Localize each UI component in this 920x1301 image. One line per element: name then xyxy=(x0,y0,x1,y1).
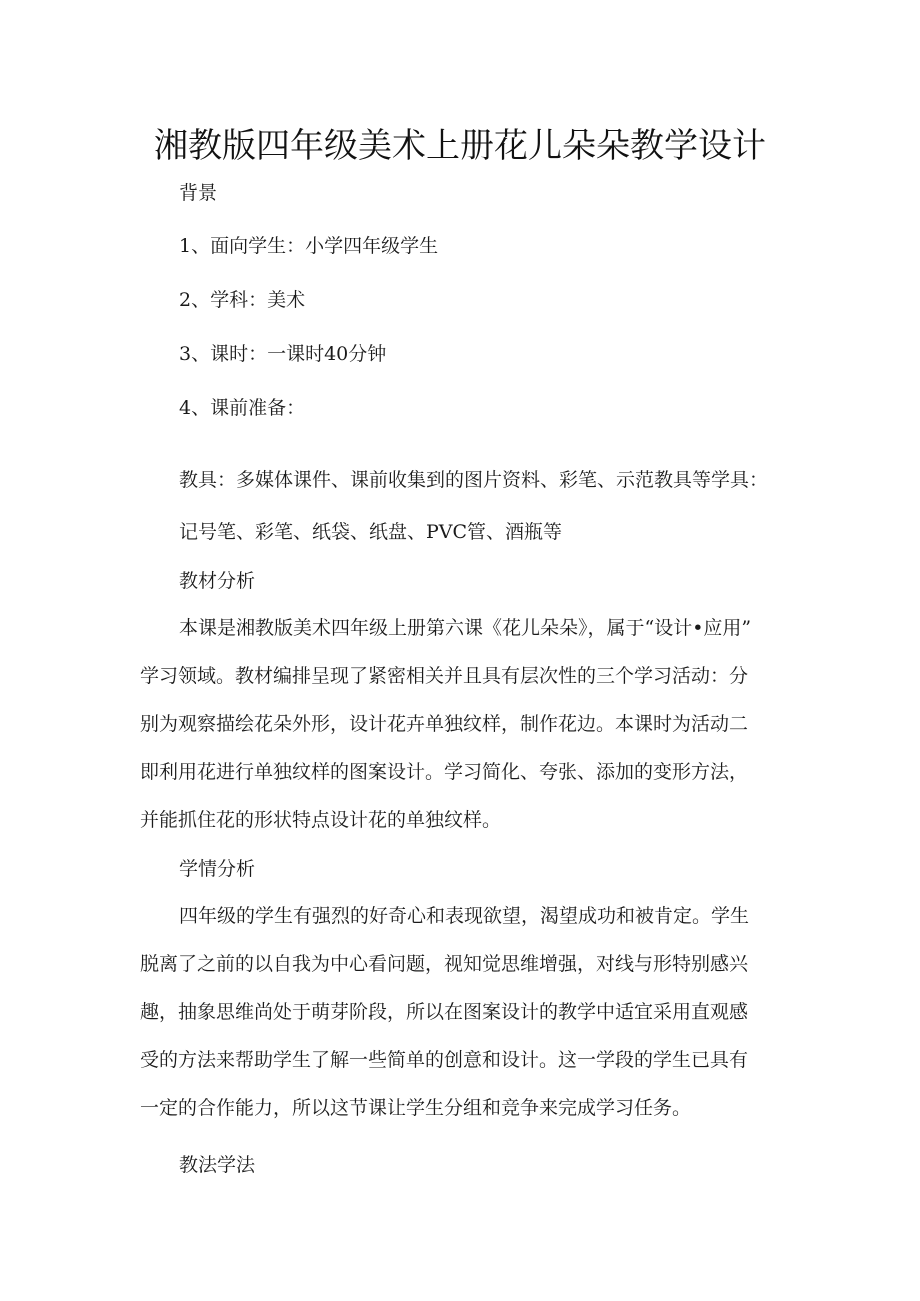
paragraph-line: 趣，抽象思维尚处于萌芽阶段，所以在图案设计的教学中适宜采用直观感 xyxy=(140,1001,749,1023)
paragraph-line: 教具：多媒体课件、课前收集到的图片资料、彩笔、示范教具等学具： xyxy=(179,469,769,491)
paragraph-line: 记号笔、彩笔、纸袋、纸盘、PVC管、酒瓶等 xyxy=(179,521,563,543)
list-item-target-students: 1、面向学生：小学四年级学生 xyxy=(179,235,439,257)
paragraph-line: 学习领域。教材编排呈现了紧密相关并且具有层次性的三个学习活动：分 xyxy=(140,665,749,687)
list-item-preparation: 4、课前准备： xyxy=(179,397,306,419)
paragraph-line: 受的方法来帮助学生了解一些简单的创意和设计。这一学段的学生已具有 xyxy=(140,1049,749,1071)
paragraph-line: 并能抓住花的形状特点设计花的单独纹样。 xyxy=(140,809,502,831)
paragraph-line: 四年级的学生有强烈的好奇心和表现欲望，渴望成功和被肯定。学生 xyxy=(179,905,750,927)
list-item-subject: 2、学科：美术 xyxy=(179,289,306,311)
paragraph-line: 脱离了之前的以自我为中心看问题，视知觉思维增强，对线与形特别感兴 xyxy=(140,953,749,975)
paragraph-line: 别为观察描绘花朵外形，设计花卉单独纹样，制作花边。本课时为活动二 xyxy=(140,713,749,735)
paragraph-line: 即利用花进行单独纹样的图案设计。学习简化、夸张、添加的变形方法， xyxy=(140,761,749,783)
section-heading-teaching-methods: 教法学法 xyxy=(179,1154,256,1176)
section-heading-material-analysis: 教材分析 xyxy=(179,570,256,592)
document-title: 湘教版四年级美术上册花儿朵朵教学设计 xyxy=(154,126,766,166)
section-heading-learner-analysis: 学情分析 xyxy=(179,858,256,880)
paragraph-line: 一定的合作能力，所以这节课让学生分组和竞争来完成学习任务。 xyxy=(140,1097,692,1119)
section-heading-background: 背景 xyxy=(179,182,218,204)
paragraph-line: 本课是湘教版美术四年级上册第六课《花儿朵朵》，属于“设计•应用” xyxy=(179,617,752,639)
list-item-class-hours: 3、课时：一课时40分钟 xyxy=(179,343,387,365)
